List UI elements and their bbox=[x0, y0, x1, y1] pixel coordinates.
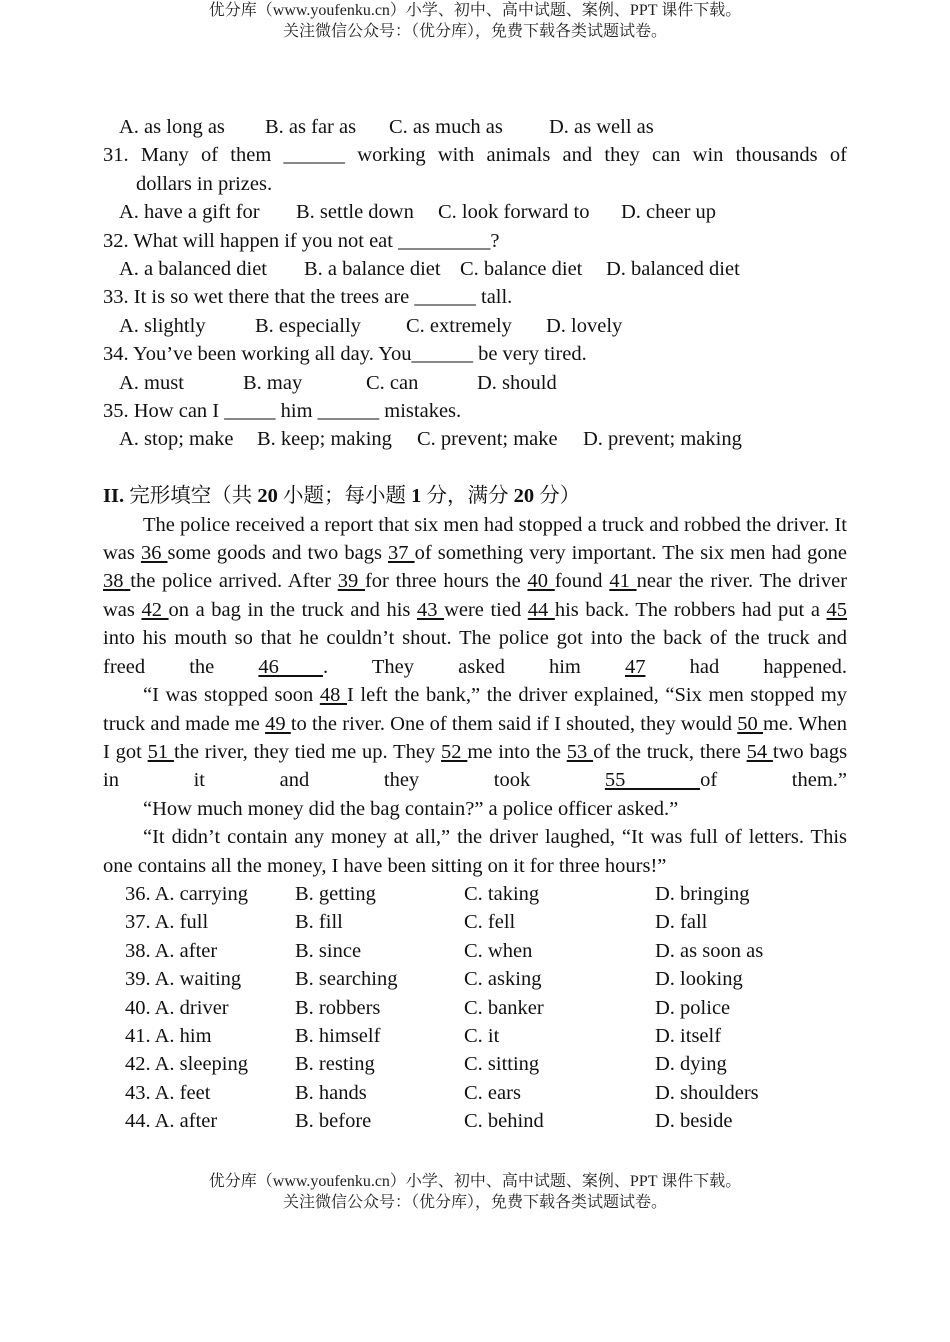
passage-text: his back. The robbers had put a bbox=[554, 598, 827, 621]
q31-stem: 31. Many of them ______ working with animals and they can win thousands of bbox=[103, 144, 847, 167]
choice-option: 41. A. him bbox=[125, 1024, 212, 1047]
choice-option: D. as soon as bbox=[655, 939, 764, 962]
choice-option: C. taking bbox=[464, 882, 540, 905]
blank-number: 47 bbox=[624, 655, 646, 678]
option-b: B. a balance diet bbox=[304, 258, 441, 281]
choice-option: C. banker bbox=[464, 996, 544, 1019]
blank-number: 45 bbox=[826, 598, 848, 621]
option-c: C. extremely bbox=[406, 314, 512, 337]
option-a: A. stop; make bbox=[119, 428, 234, 451]
passage-text: were tied bbox=[444, 598, 528, 621]
q32-options bbox=[103, 255, 847, 283]
choice-option: D. fall bbox=[655, 911, 708, 934]
option-c: C. prevent; make bbox=[417, 428, 558, 451]
choice-option: C. behind bbox=[464, 1110, 544, 1133]
choice-row bbox=[103, 994, 847, 1022]
blank-number: 49 bbox=[265, 712, 291, 735]
choice-option: B. hands bbox=[295, 1081, 367, 1104]
choice-option: 39. A. waiting bbox=[125, 968, 242, 991]
page-footer bbox=[0, 1171, 950, 1213]
q33-stem: 33. It is so wet there that the trees are ______ tall. bbox=[103, 286, 513, 309]
choice-option: D. shoulders bbox=[655, 1081, 759, 1104]
section-text: 完形填空（共 bbox=[124, 485, 258, 508]
option-a: A. have a gift for bbox=[119, 201, 260, 224]
option-a: A. must bbox=[119, 371, 184, 394]
choice-row bbox=[103, 1022, 847, 1050]
option-c: C. look forward to bbox=[438, 201, 590, 224]
option-c: C. can bbox=[366, 371, 419, 394]
passage-text: me. When I got bbox=[103, 712, 847, 763]
blank-number: 50 bbox=[737, 712, 764, 735]
option-a: A. a balanced diet bbox=[119, 258, 267, 281]
passage-text: had happened. bbox=[645, 655, 847, 678]
choice-option: D. looking bbox=[655, 968, 743, 991]
blank-number: 38 bbox=[103, 570, 131, 593]
section-number: II. bbox=[103, 485, 125, 508]
option-c: C. balance diet bbox=[460, 258, 583, 281]
option-b: B. as far as bbox=[265, 116, 357, 138]
page-header bbox=[0, 0, 950, 42]
option-b: B. keep; making bbox=[257, 428, 392, 451]
choice-row bbox=[103, 937, 847, 965]
choice-option: 44. A. after bbox=[125, 1110, 218, 1133]
choice-option: 40. A. driver bbox=[125, 996, 229, 1019]
choice-option: C. sitting bbox=[464, 1053, 540, 1076]
section-heading bbox=[103, 482, 847, 510]
passage-text: some goods and two bags bbox=[167, 542, 389, 565]
passage-text: the police arrived. After bbox=[130, 570, 338, 593]
choice-option: D. beside bbox=[655, 1110, 733, 1133]
passage-text: near the river. The driver was bbox=[103, 570, 848, 621]
choice-option: 38. A. after bbox=[125, 939, 218, 962]
blank-number: 43 bbox=[416, 598, 445, 621]
choice-option: B. himself bbox=[295, 1024, 381, 1047]
choice-option: C. when bbox=[464, 939, 533, 962]
choice-option: B. resting bbox=[295, 1053, 375, 1076]
choice-option: B. getting bbox=[295, 882, 376, 905]
exam-content bbox=[103, 113, 847, 1136]
section-text: 分，满分 bbox=[421, 485, 514, 508]
footer-line-2: 关注微信公众号：（优分库），免费下载各类试题试卷。 bbox=[282, 1194, 667, 1211]
passage-paragraph-3: “How much money did the bag contain?” a police officer asked.” bbox=[143, 797, 679, 820]
blank-number: 51 bbox=[147, 740, 174, 763]
choice-option: C. fell bbox=[464, 911, 516, 934]
passage-text: of the truck, there bbox=[593, 740, 747, 763]
choice-option: 42. A. sleeping bbox=[125, 1053, 248, 1076]
option-a: A. as long as bbox=[119, 116, 225, 138]
option-d: D. should bbox=[477, 371, 557, 394]
option-a: A. slightly bbox=[119, 314, 206, 337]
passage-text: to the river. One of them said if I shouted, they would bbox=[290, 712, 738, 735]
passage-text: two bags in it and they took bbox=[103, 740, 848, 792]
choice-option: C. ears bbox=[464, 1081, 521, 1104]
option-d: D. as well as bbox=[549, 116, 654, 138]
option-d: D. cheer up bbox=[621, 201, 717, 224]
blank-number: 39 bbox=[337, 570, 365, 593]
blank-number: 53 bbox=[566, 740, 594, 763]
blank-number: 44 bbox=[527, 598, 555, 621]
option-b: B. settle down bbox=[296, 201, 414, 224]
choice-option: D. bringing bbox=[655, 882, 750, 905]
passage-text: “I was stopped soon bbox=[143, 684, 320, 707]
choice-row bbox=[103, 908, 847, 936]
choice-option: D. itself bbox=[655, 1024, 722, 1047]
footer-line-1: 优分库（www.youfenku.cn）小学、初中、高中试题、案例、PPT 课件下载。 bbox=[208, 1173, 742, 1190]
section-text: 小题；每小题 bbox=[277, 485, 412, 508]
option-d: D. prevent; making bbox=[583, 428, 742, 451]
header-line-1: 优分库（www.youfenku.cn）小学、初中、高中试题、案例、PPT 课件下载。 bbox=[208, 2, 742, 19]
q33-options bbox=[103, 312, 847, 340]
blank-number: 55 bbox=[604, 769, 701, 792]
cloze-choices bbox=[103, 880, 847, 1136]
passage-text: . They asked him bbox=[323, 655, 625, 678]
choice-option: D. dying bbox=[655, 1053, 727, 1076]
option-d: D. lovely bbox=[546, 314, 623, 337]
question-count: 20 bbox=[257, 485, 278, 508]
passage-text: me into the bbox=[467, 740, 567, 763]
passage-paragraph-2 bbox=[103, 681, 847, 795]
choice-row bbox=[103, 880, 847, 908]
choice-option: B. since bbox=[295, 939, 362, 962]
choice-option: 36. A. carrying bbox=[125, 882, 248, 905]
q34-options bbox=[103, 369, 847, 397]
passage-paragraph-4: “It didn’t contain any money at all,” the driver laughed, “It was full of letters. This one contains all the money, I have been sitting on it for three hours!” bbox=[103, 826, 847, 877]
passage-text: of something very important. The six men had gone bbox=[414, 542, 847, 565]
blank-number: 48 bbox=[319, 684, 347, 707]
passage-text: I left the bank,” the driver explained, “Six men stopped my truck and made me bbox=[103, 684, 848, 735]
choice-option: B. searching bbox=[295, 968, 398, 991]
option-b: B. especially bbox=[255, 314, 361, 337]
section-text: 分） bbox=[534, 485, 581, 508]
points-total: 20 bbox=[513, 485, 535, 508]
passage-paragraph-1 bbox=[103, 511, 847, 681]
choice-option: C. it bbox=[464, 1024, 500, 1047]
choice-option: B. before bbox=[295, 1110, 372, 1133]
option-d: D. balanced diet bbox=[606, 258, 740, 281]
choice-option: 37. A. full bbox=[125, 911, 209, 934]
option-b: B. may bbox=[243, 371, 303, 394]
choice-option: D. police bbox=[655, 996, 731, 1019]
q30-options bbox=[103, 113, 847, 141]
header-line-2: 关注微信公众号：（优分库），免费下载各类试题试卷。 bbox=[282, 23, 667, 40]
passage-text: The police received a report that six men had stopped a truck and robbed the driver. It was bbox=[103, 513, 847, 565]
option-c: C. as much as bbox=[389, 116, 503, 138]
blank-number: 40 bbox=[527, 570, 555, 593]
passage-text: the river, they tied me up. They bbox=[173, 740, 442, 763]
q32-stem: 32. What will happen if you not eat _________? bbox=[103, 229, 500, 252]
choice-option: 43. A. feet bbox=[125, 1081, 211, 1104]
passage-text: found bbox=[554, 570, 610, 593]
blank-number: 37 bbox=[388, 542, 415, 565]
choice-option: C. asking bbox=[464, 968, 542, 991]
passage-text: for three hours the bbox=[364, 570, 528, 593]
q34-stem: 34. You’ve been working all day. You______ be very tired. bbox=[103, 343, 587, 366]
choice-option: B. fill bbox=[295, 911, 343, 934]
q31-stem-cont: dollars in prizes. bbox=[136, 172, 273, 195]
q31-options bbox=[103, 198, 847, 226]
choice-row bbox=[103, 1079, 847, 1107]
passage-text: of them.” bbox=[700, 769, 847, 792]
choice-row bbox=[103, 1050, 847, 1078]
passage-text: into his mouth so that he couldn’t shout. The police got into the back of the truck and freed the bbox=[103, 627, 847, 678]
points-each: 1 bbox=[411, 485, 422, 508]
q35-stem: 35. How can I _____ him ______ mistakes. bbox=[103, 400, 462, 423]
blank-number: 46 bbox=[258, 655, 324, 678]
blank-number: 52 bbox=[441, 740, 468, 763]
blank-number: 54 bbox=[746, 740, 773, 763]
q35-options bbox=[103, 425, 847, 453]
passage-text: on a bag in the truck and his bbox=[168, 598, 417, 621]
blank-number: 36 bbox=[140, 542, 168, 565]
blank-number: 41 bbox=[609, 570, 637, 593]
choice-row bbox=[103, 1107, 847, 1135]
blank-number: 42 bbox=[141, 598, 169, 621]
choice-row bbox=[103, 965, 847, 993]
choice-option: B. robbers bbox=[295, 996, 381, 1019]
